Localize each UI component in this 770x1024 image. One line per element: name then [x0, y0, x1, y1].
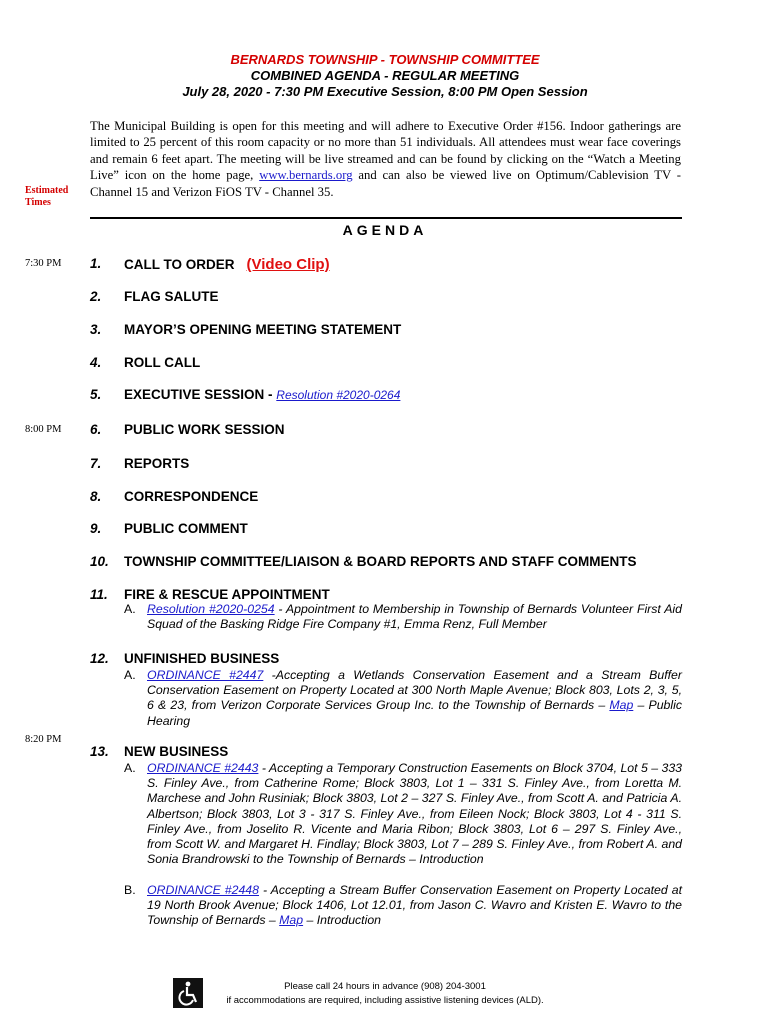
subitem-text: [147, 668, 682, 729]
intro-text-2: and can also be viewed live on Optimum/Cablevision TV - Channel 15 and Verizon FiOS TV - Channel 35.: [90, 168, 681, 199]
item-number: 7.: [90, 456, 102, 471]
item-number: 2.: [90, 289, 102, 304]
item-label: FLAG SALUTE: [124, 289, 219, 304]
resolution-0254-link[interactable]: Resolution #2020-0254: [147, 602, 275, 616]
header-subtitle: COMBINED AGENDA - REGULAR MEETING: [250, 68, 520, 83]
agenda-heading: AGENDA: [342, 222, 428, 238]
ordinance-2447-link[interactable]: ORDINANCE #2447: [147, 668, 264, 682]
resolution-link[interactable]: Resolution #2020-0264: [276, 388, 401, 402]
intro-paragraph: [90, 118, 681, 200]
item-label: PUBLIC COMMENT: [124, 521, 248, 536]
subitem-text: [147, 602, 682, 632]
item-number: 1.: [90, 256, 102, 271]
subitem-description: -Accepting a Wetlands Conservation Easement and a Stream Buffer Conservation Easement on Property Located at 300 North Maple Avenue; Block 803, Lots 2, 3, 5, 6 & 23, from Verizon Corporate Services Group Inc. to the Township of Bernards –: [147, 668, 682, 713]
subitem-12a: [124, 668, 682, 729]
footer-line-1: Please call 24 hours in advance (908) 204-3001: [284, 981, 486, 992]
video-clip-link[interactable]: (Video Clip): [246, 256, 330, 273]
subitem-tail: – Public Hearing: [147, 698, 682, 728]
item-label: [124, 387, 400, 402]
estimated-times-label: [25, 185, 68, 209]
item-label-text: CALL TO ORDER: [124, 257, 235, 272]
item-number: 11.: [90, 587, 108, 602]
item-number: 9.: [90, 521, 102, 536]
item-number: 4.: [90, 355, 102, 370]
item-label-text: EXECUTIVE SESSION -: [124, 387, 277, 402]
subitem-description: - Accepting a Stream Buffer Conservation Easement on Property Located at 19 North Brook Avenue; Block 1406, Lot 12.01, from Jason C. Wavro and Kristen E. Wavro to the Township of Bernards –: [147, 883, 682, 928]
subitem-11a: [124, 602, 682, 632]
header-title: BERNARDS TOWNSHIP - TOWNSHIP COMMITTEE: [230, 52, 540, 67]
item-label: FIRE & RESCUE APPOINTMENT: [124, 587, 330, 602]
ordinance-2448-link[interactable]: ORDINANCE #2448: [147, 883, 259, 897]
map-link[interactable]: Map: [609, 698, 634, 713]
time-marker-820: 8:20 PM: [25, 734, 62, 745]
intro-text-1: The Municipal Building is open for this meeting and will adhere to Executive Order #156. Indoor gatherings are limited to 25 percent of this room capacity or no more than 51 individuals. All attendees must wear face coverings and remain 6 feet apart. The meeting will be live streamed and can be found by clicking on the “Watch a Meeting Live” icon on the home page,: [90, 119, 681, 183]
subitem-letter: A.: [124, 761, 136, 775]
subitem-letter: A.: [124, 602, 136, 616]
footer-line-2: if accommodations are required, including assistive listening devices (ALD).: [226, 995, 544, 1006]
map-link[interactable]: Map: [279, 913, 304, 928]
subitem-text: [147, 883, 682, 929]
item-number: 10.: [90, 554, 109, 569]
item-number: 3.: [90, 322, 102, 337]
subitem-description: - Accepting a Temporary Construction Easements on Block 3704, Lot 5 – 333 S. Finley Ave., from Catherine Rome; Block 3803, Lot 1 – 331 S. Finley Ave., from Loretta M. Marchese and John Rusiniak; Block 3803, Lot 2 – 327 S. Finley Ave., from Scott A. and Patricia A. Albertson; Block 3803, Lot 3 - 317 S. Finley Ave., from Eileen Nock; Block 3803, Lot 4 - 311 S. Finley Ave., from Joselito R. Vicente and Maria Ribon; Block 3803, Lot 6 – 297 S. Finley Ave., from Scott W. and Margaret H. Findlay; Block 3803, Lot 7 – 289 S. Finley Ave., from Robert A. and Sonia Brandrowski to the Township of Bernards – Introduction: [147, 761, 682, 867]
estimated-label-line1: Estimated: [25, 185, 69, 196]
item-label: [124, 256, 330, 273]
time-marker-800: 8:00 PM: [25, 424, 62, 435]
subitem-13b: [124, 883, 682, 929]
item-number: 12.: [90, 651, 109, 666]
item-number: 13.: [90, 744, 109, 759]
subitem-13a: [124, 761, 682, 867]
item-label: UNFINISHED BUSINESS: [124, 651, 280, 666]
subitem-letter: A.: [124, 668, 136, 682]
divider-rule: [90, 217, 682, 219]
header-date: July 28, 2020 - 7:30 PM Executive Session, 8:00 PM Open Session: [182, 84, 588, 99]
document-header: [0, 52, 770, 100]
estimated-label-line2: Times: [25, 197, 51, 208]
subitem-text: [147, 761, 682, 867]
website-link[interactable]: www.bernards.org: [259, 168, 353, 183]
item-label: PUBLIC WORK SESSION: [124, 422, 285, 437]
item-label: REPORTS: [124, 456, 190, 471]
item-label: TOWNSHIP COMMITTEE/LIAISON & BOARD REPORTS AND STAFF COMMENTS: [124, 554, 637, 569]
item-number: 8.: [90, 489, 102, 504]
ordinance-2443-link[interactable]: ORDINANCE #2443: [147, 761, 259, 775]
item-number: 6.: [90, 422, 102, 437]
time-marker-730: 7:30 PM: [25, 258, 62, 269]
subitem-letter: B.: [124, 883, 136, 897]
item-label: MAYOR’S OPENING MEETING STATEMENT: [124, 322, 402, 337]
item-number: 5.: [90, 387, 102, 402]
subitem-description: - Appointment to Membership in Township of Bernards Volunteer First Aid Squad of the Basking Ridge Fire Company #1, Emma Renz, Full Member: [147, 602, 682, 632]
subitem-tail: – Introduction: [303, 913, 382, 928]
item-label: NEW BUSINESS: [124, 744, 229, 759]
item-label: ROLL CALL: [124, 355, 201, 370]
item-label: CORRESPONDENCE: [124, 489, 259, 504]
footer-notes: [0, 980, 770, 1008]
